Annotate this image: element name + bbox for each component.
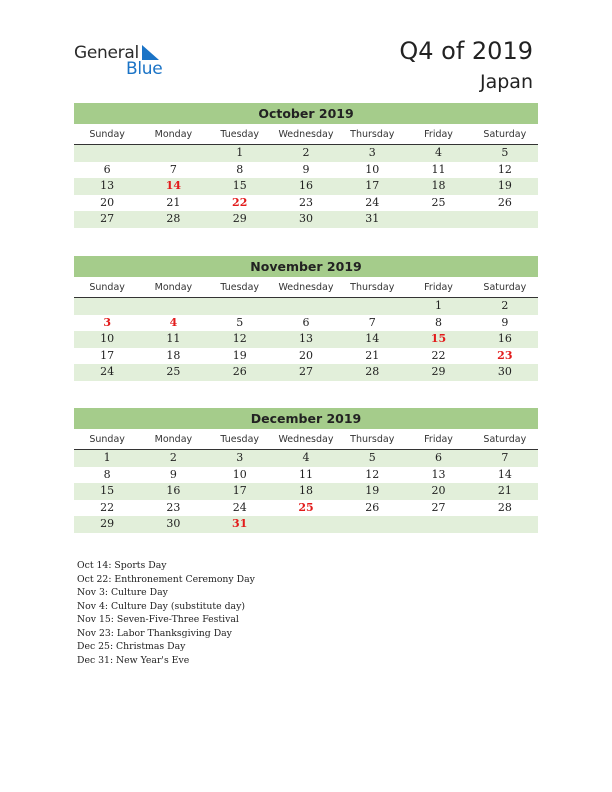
holiday-date-cell: 3: [103, 315, 111, 329]
date-cell: [405, 516, 471, 533]
date-cell: 27: [100, 212, 115, 225]
date-cell: 3: [236, 451, 244, 464]
date-cell: 3: [368, 146, 376, 159]
date-cell: 29: [232, 212, 247, 225]
date-cell: 29: [100, 517, 115, 530]
date-cell: 22: [100, 500, 115, 514]
logo-text-blue: Blue: [126, 59, 163, 79]
date-cell: 12: [365, 467, 380, 481]
weekday-label: Monday: [154, 282, 193, 293]
date-cell: [273, 298, 339, 315]
week-row: [74, 178, 538, 195]
date-cell: 28: [497, 500, 512, 514]
date-cell: 27: [431, 500, 446, 514]
date-cell: 5: [368, 451, 376, 464]
date-cell: 25: [431, 195, 446, 209]
month-november: [74, 256, 538, 381]
weekday-label: Sunday: [89, 434, 125, 445]
weekday-label: Friday: [424, 434, 453, 445]
date-cell: 12: [232, 332, 247, 345]
date-cell: 15: [232, 179, 247, 192]
date-cell: [74, 145, 140, 162]
date-cell: 10: [365, 162, 380, 176]
week-row: [74, 298, 538, 315]
week-row: [74, 195, 538, 212]
weekday-label: Thursday: [350, 282, 395, 293]
month-title: October 2019: [74, 103, 538, 124]
date-cell: 8: [236, 162, 244, 176]
date-cell: 9: [501, 315, 509, 329]
date-cell: 1: [236, 146, 244, 159]
date-cell: 8: [435, 315, 443, 329]
date-cell: 7: [169, 162, 177, 176]
month-october: [74, 103, 538, 228]
date-cell: 9: [302, 162, 310, 176]
date-cell: 14: [497, 467, 512, 481]
weekday-header: [74, 430, 538, 450]
week-row: [74, 516, 538, 533]
date-cell: 26: [232, 365, 247, 378]
date-cell: 16: [166, 484, 181, 497]
date-cell: 10: [100, 332, 115, 345]
holiday-list-item: Oct 22: Enthronement Ceremony Day: [77, 573, 255, 585]
date-cell: [472, 211, 538, 228]
weekday-header: [74, 278, 538, 298]
date-cell: 19: [232, 348, 247, 362]
weekday-label: Sunday: [89, 129, 125, 140]
date-cell: 11: [166, 332, 181, 345]
date-cell: 13: [431, 467, 446, 481]
weekday-label: Wednesday: [278, 282, 334, 293]
date-cell: [140, 145, 206, 162]
month-december: [74, 408, 538, 533]
date-cell: 21: [166, 195, 181, 209]
month-title: December 2019: [74, 408, 538, 429]
date-cell: 24: [100, 365, 115, 378]
date-cell: 9: [169, 467, 177, 481]
weekday-label: Friday: [424, 282, 453, 293]
holiday-list-item: Nov 4: Culture Day (substitute day): [77, 600, 245, 612]
date-cell: 22: [431, 348, 446, 362]
date-cell: 24: [232, 500, 247, 514]
date-cell: 26: [497, 195, 512, 209]
date-cell: 21: [497, 484, 512, 497]
holiday-list-item: Nov 23: Labor Thanksgiving Day: [77, 627, 232, 639]
week-row: [74, 145, 538, 162]
date-cell: [207, 298, 273, 315]
weekday-label: Thursday: [350, 129, 395, 140]
weekday-label: Wednesday: [278, 129, 334, 140]
date-cell: 2: [501, 299, 509, 312]
date-cell: 31: [365, 212, 380, 225]
date-cell: 1: [435, 299, 443, 312]
date-cell: 28: [365, 365, 380, 378]
date-cell: 20: [431, 484, 446, 497]
weekday-header: [74, 125, 538, 145]
date-cell: 16: [298, 179, 313, 192]
holiday-date-cell: 14: [165, 179, 182, 192]
holiday-list-item: Nov 15: Seven-Five-Three Festival: [77, 614, 239, 625]
weekday-label: Monday: [154, 434, 193, 445]
date-cell: 28: [166, 212, 181, 225]
date-cell: 20: [100, 195, 115, 209]
weekday-label: Tuesday: [220, 282, 260, 293]
weekday-label: Tuesday: [220, 434, 260, 445]
date-cell: [472, 516, 538, 533]
week-row: [74, 450, 538, 467]
week-row: [74, 348, 538, 365]
date-cell: [140, 298, 206, 315]
date-cell: 15: [100, 484, 115, 497]
week-row: [74, 211, 538, 228]
holiday-list-item: Dec 25: Christmas Day: [77, 641, 186, 652]
weekday-label: Monday: [154, 129, 193, 140]
date-cell: [273, 516, 339, 533]
weekday-label: Saturday: [483, 129, 527, 140]
date-cell: 6: [103, 162, 111, 176]
week-row: [74, 315, 538, 332]
date-cell: 7: [501, 451, 509, 464]
date-cell: 11: [298, 467, 313, 481]
date-cell: 25: [166, 365, 181, 378]
date-cell: 19: [365, 484, 380, 497]
holiday-date-cell: 23: [497, 348, 513, 362]
holiday-list-item: Dec 31: New Year's Eve: [77, 654, 190, 666]
date-cell: 26: [365, 500, 380, 514]
date-cell: 12: [497, 162, 512, 176]
date-cell: 13: [100, 179, 115, 192]
date-cell: 6: [302, 315, 310, 329]
date-cell: 29: [431, 365, 446, 378]
holiday-list-item: Oct 14: Sports Day: [77, 560, 167, 571]
date-cell: 30: [497, 365, 512, 378]
date-cell: 18: [166, 348, 181, 362]
date-cell: 18: [431, 179, 446, 192]
weekday-label: Thursday: [350, 434, 395, 445]
date-cell: 1: [103, 451, 111, 464]
date-cell: 19: [497, 179, 512, 192]
holiday-date-cell: 31: [232, 517, 248, 530]
month-title: November 2019: [74, 256, 538, 277]
date-cell: 23: [166, 500, 181, 514]
weekday-label: Tuesday: [220, 129, 260, 140]
date-cell: 30: [166, 517, 181, 530]
date-cell: 14: [365, 332, 380, 345]
date-cell: 5: [501, 146, 509, 159]
date-cell: 4: [435, 146, 443, 159]
holiday-date-cell: 4: [169, 315, 178, 329]
date-cell: 2: [169, 451, 177, 464]
date-cell: 17: [100, 348, 115, 362]
country-name: Japan: [480, 71, 533, 93]
weekday-label: Sunday: [89, 282, 125, 293]
date-cell: 5: [236, 315, 244, 329]
date-cell: 16: [497, 332, 512, 345]
date-cell: 17: [232, 484, 247, 497]
date-cell: 30: [298, 212, 313, 225]
date-cell: 13: [298, 332, 313, 345]
page-title: Q4 of 2019: [399, 37, 533, 65]
week-row: [74, 364, 538, 381]
date-cell: 7: [368, 315, 376, 329]
date-cell: 17: [365, 179, 380, 192]
week-row: [74, 162, 538, 179]
week-row: [74, 500, 538, 517]
date-cell: 24: [365, 195, 380, 209]
weekday-label: Friday: [424, 129, 453, 140]
weekday-label: Saturday: [483, 282, 527, 293]
holiday-list-item: Nov 3: Culture Day: [77, 587, 168, 598]
weekday-label: Saturday: [483, 434, 527, 445]
date-cell: 23: [298, 195, 313, 209]
date-cell: 8: [103, 467, 111, 481]
week-row: [74, 467, 538, 484]
date-cell: 11: [431, 162, 446, 176]
date-cell: 10: [232, 467, 247, 481]
week-row: [74, 483, 538, 500]
weekday-label: Wednesday: [278, 434, 334, 445]
date-cell: 2: [302, 146, 310, 159]
logo-text-general: General: [74, 43, 139, 63]
date-cell: 20: [298, 348, 313, 362]
holiday-date-cell: 22: [232, 195, 248, 209]
date-cell: 18: [298, 484, 313, 497]
logo: [74, 43, 184, 79]
date-cell: [339, 516, 405, 533]
holiday-list: [77, 559, 255, 667]
date-cell: 21: [365, 348, 380, 362]
week-row: [74, 331, 538, 348]
date-cell: 6: [435, 451, 443, 464]
date-cell: [74, 298, 140, 315]
holiday-date-cell: 15: [430, 332, 447, 345]
holiday-date-cell: 25: [298, 500, 314, 514]
date-cell: [339, 298, 405, 315]
date-cell: [405, 211, 471, 228]
date-cell: 27: [298, 365, 313, 378]
date-cell: 4: [302, 451, 310, 464]
